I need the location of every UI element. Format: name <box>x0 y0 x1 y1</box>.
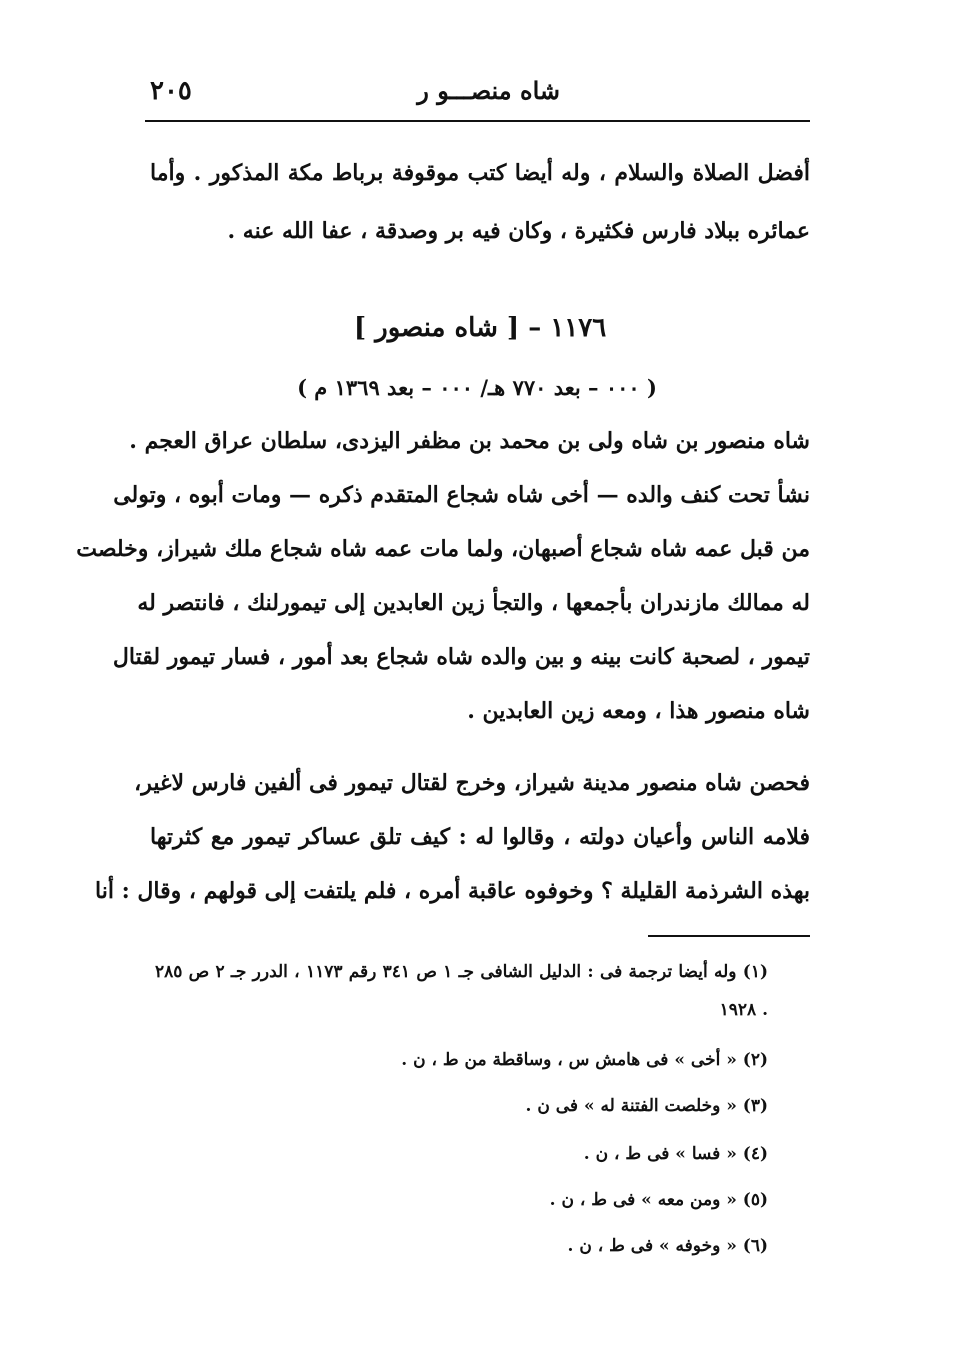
paragraph-line: له ممالك مازندران بأجمعها ، والتجأ زين العابدين إلى تيمورلنك ، فانتصر له <box>137 590 810 616</box>
intro-line: أفضل الصلاة والسلام ، وله أيضا كتب موقوفة برباط مكة المذكور . وأما <box>150 160 810 186</box>
entry-title: ١١٧٦ – [ شاه منصور ] <box>353 313 607 343</box>
paragraph-line: بهذه الشرذمة القليلة ؟ وخوفوه عاقبة أمره ، فلم يلتفت إلى قولهم ، وقال : أنا <box>95 878 810 904</box>
paragraph-line: فحصن شاه منصور مدينة شيراز، وخرج لقتال تيمور فى ألفين فارس لاغير، <box>134 770 810 796</box>
paragraph-line: من قبل عمه شاه شجاع أصبهان، ولما مات عمه شاه شجاع ملك شيراز، وخلصت <box>76 536 810 562</box>
footnote: (٦) « وخوفه » فى ط ، ن . <box>567 1236 768 1256</box>
page-header <box>145 70 810 114</box>
running-title: شاه منصـــو ر <box>417 76 560 105</box>
footnote-rule <box>648 935 810 937</box>
footnote: (٣) « وخلصت الفتنة له » فى ن . <box>525 1096 768 1116</box>
header-rule <box>145 120 810 122</box>
paragraph-line: نشأ تحت كنف والده — أخى شاه شجاع المتقدم ذكره — ومات أبوه ، وتولى <box>113 482 810 508</box>
footnote: (٤) « فسا » فى ط ، ن . <box>583 1144 768 1164</box>
footnote: (٢) « أخى » فى هامش س ، وساقطة من ط ، ن . <box>401 1050 768 1070</box>
footnote-continuation: ١٩٢٨ . <box>719 1000 768 1020</box>
paragraph-line: شاه منصور بن شاه ولى بن محمد بن مظفر اليزدى، سلطان عراق العجم . <box>129 428 810 454</box>
footnote: (٥) « ومن معه » فى ط ، ن . <box>549 1190 768 1210</box>
entry-dates: ( ٠٠٠ – بعد ٧٧٠ هـ/ ٠٠٠ – بعد ١٣٦٩ م ) <box>297 375 657 400</box>
footnote: (١) وله أيضا ترجمة فى : الدليل الشافى جـ ١ ص ٣٤١ رقم ١١٧٣ ، الدرر جـ ٢ ص ٢٨٥ <box>155 962 768 982</box>
paragraph-line: فلامه الناس وأعيان دولته ، وقالوا له : كيف تلق عساكر تيمور مع كثرتها <box>150 824 810 850</box>
page-number: ٢٠٥ <box>150 76 192 106</box>
paragraph-line: شاه منصور هذا ، ومعه زين العابدين . <box>467 698 810 724</box>
intro-line: عمائره ببلاد فارس فكثيرة ، وكان فيه بر وصدقة ، عفا الله عنه . <box>227 218 810 244</box>
paragraph-line: تيمور ، لصحبة كانت بينه و بين والده شاه شجاع بعد أمور ، فسار تيمور لقتال <box>112 644 810 670</box>
